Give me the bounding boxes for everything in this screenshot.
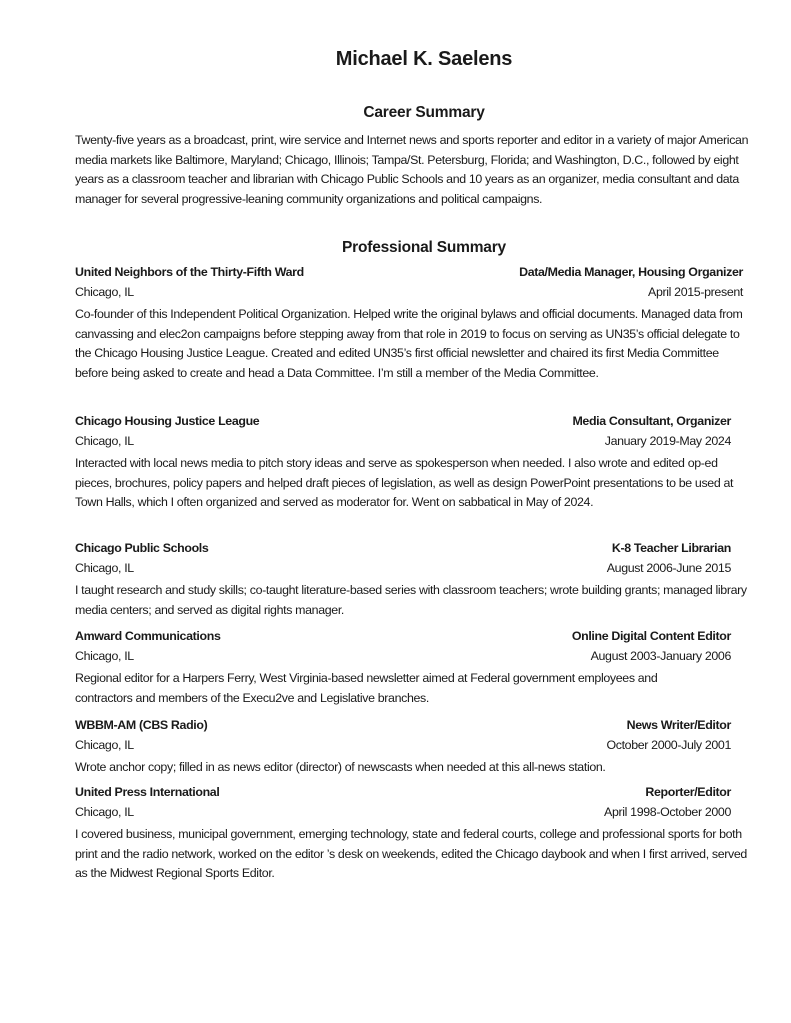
- job-dates: October 2000-July 2001: [606, 738, 731, 752]
- job-organization: United Neighbors of the Thirty-Fifth Ward: [75, 265, 304, 279]
- career-summary-text: Twenty-five years as a broadcast, print, wire service and Internet news and sports reporter and editor in a variety of major American media markets like Baltimore, Maryland; Chicago, Illinois; Tampa/St. Petersburg, Florida; and Washington, D.C., followed by eight years as a classroom teacher and librarian with Chicago Public Schools and 10 years as an organizer, media consultant and data manager for several progressive-leaning community organizations and political campaigns.: [75, 133, 749, 206]
- job-description: Co-founder of this Independent Political Organization. Helped write the original bylaws and official documents. Managed data from canvassing and elec2on campaigns before stepping away from that role in 2019 to focus on serving as UN35’s official delegate to the Chicago Housing Justice League. Created and edited UN35’s first official newsletter and chaired its first Media Committee before being asked to create and head a Data Committee. I’m still a member of the Media Committee.: [75, 307, 743, 380]
- job-role: Data/Media Manager, Housing Organizer: [519, 265, 743, 279]
- job-organization: Chicago Public Schools: [75, 541, 209, 555]
- job-location: Chicago, IL: [75, 561, 134, 575]
- job-organization: Amward Communications: [75, 629, 221, 643]
- job-role: Reporter/Editor: [645, 785, 731, 799]
- job-organization: Chicago Housing Justice League: [75, 414, 260, 428]
- job-entry: [75, 718, 731, 778]
- job-description: I covered business, municipal government, emerging technology, state and federal courts, college and professional sports for both print and the radio network, worked on the editor ’s desk on weekends, edited the Chicago daybook and when I first arrived, served as the Midwest Regional Sports Editor.: [75, 827, 747, 880]
- job-entry: [75, 785, 747, 884]
- job-description: Wrote anchor copy; filled in as news editor (director) of newscasts when needed at this all-news station.: [75, 760, 606, 774]
- job-entry: [75, 414, 734, 513]
- job-organization: WBBM-AM (CBS Radio): [75, 718, 208, 732]
- job-dates: August 2003-January 2006: [590, 649, 731, 663]
- professional-summary-heading: Professional Summary: [342, 239, 506, 256]
- job-role: Online Digital Content Editor: [571, 629, 731, 643]
- job-entry: [75, 265, 743, 383]
- job-entry: [75, 629, 731, 708]
- job-dates: January 2019-May 2024: [604, 434, 731, 448]
- job-location: Chicago, IL: [75, 805, 134, 819]
- job-role: News Writer/Editor: [626, 718, 731, 732]
- job-role: K-8 Teacher Librarian: [611, 541, 731, 555]
- job-location: Chicago, IL: [75, 649, 134, 663]
- job-location: Chicago, IL: [75, 285, 134, 299]
- job-dates: April 1998-October 2000: [604, 805, 731, 819]
- job-role: Media Consultant, Organizer: [572, 414, 731, 428]
- job-dates: April 2015-present: [648, 285, 743, 299]
- job-organization: United Press International: [75, 785, 220, 799]
- job-description: Interacted with local news media to pitch story ideas and serve as spokesperson when needed. I also wrote and edited op-ed pieces, brochures, policy papers and helped draft pieces of legislation, as well as design PowerPoint presentations to be used at Town Halls, which I often organized and served as moderator for. Went on sabbatical in May of 2024.: [75, 456, 734, 509]
- career-summary-heading: Career Summary: [363, 104, 485, 121]
- job-location: Chicago, IL: [75, 434, 134, 448]
- job-description: I taught research and study skills; co-taught literature-based series with classroom teachers; wrote building grants; managed library media centers; and served as digital rights manager.: [75, 583, 747, 617]
- resume-name: Michael K. Saelens: [335, 48, 513, 70]
- job-location: Chicago, IL: [75, 738, 134, 752]
- job-description: Regional editor for a Harpers Ferry, West Virginia-based newsletter aimed at Federal government employees and contractors and members of the Execu2ve and Legislative branches.: [75, 671, 658, 705]
- job-dates: August 2006-June 2015: [606, 561, 731, 575]
- job-entry: [75, 541, 747, 620]
